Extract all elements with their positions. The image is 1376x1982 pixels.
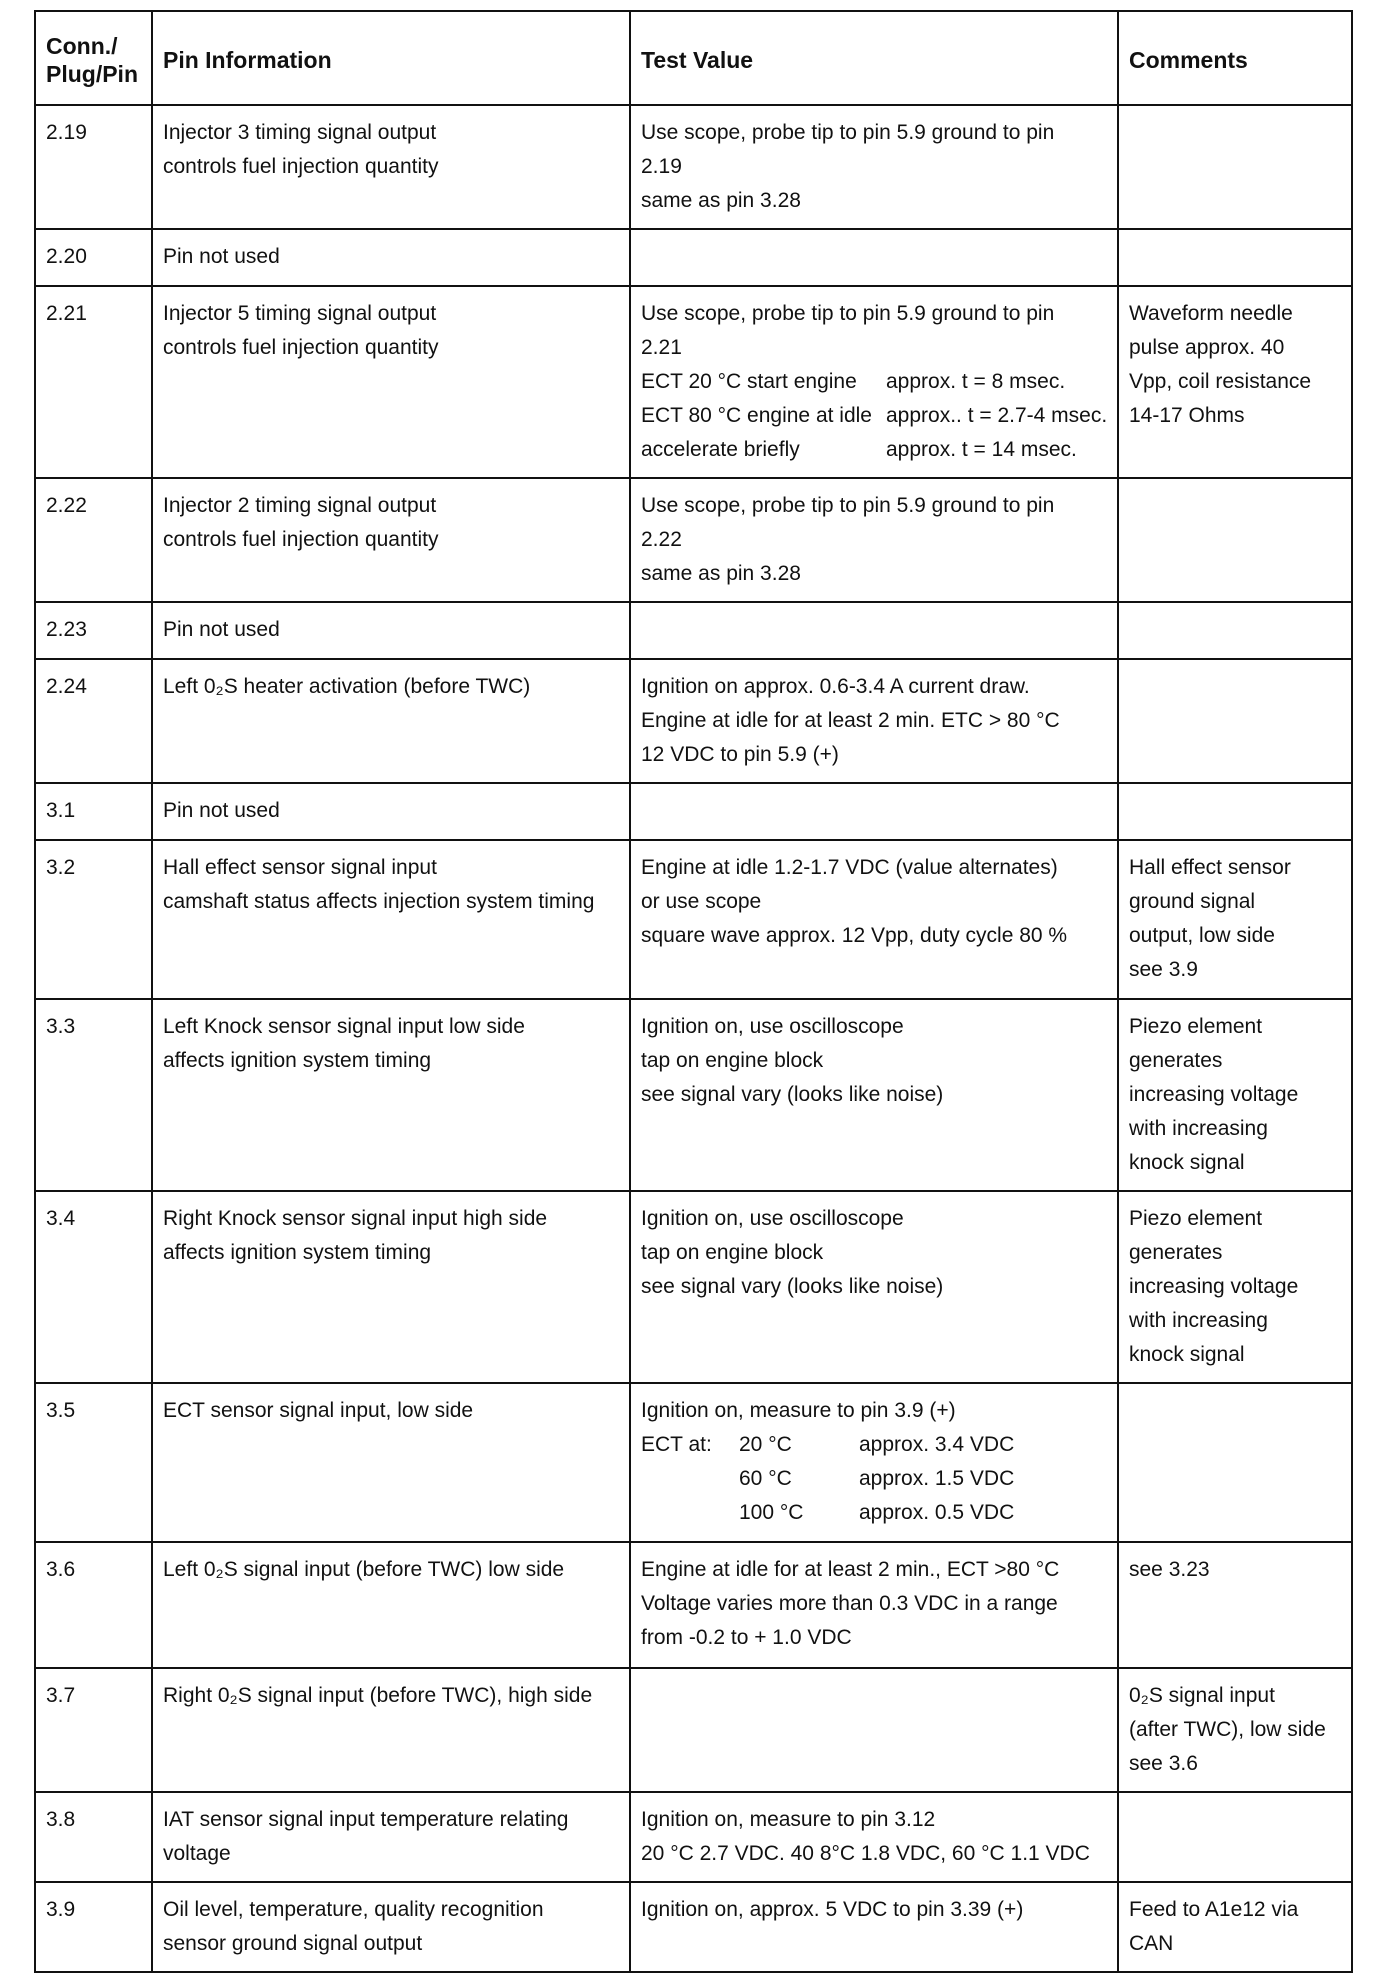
test-value-cell [630,602,1118,659]
test-value-cell [630,1792,1118,1882]
table-row [35,478,1352,602]
test-value-line: Use scope, probe tip to pin 5.9 ground to pin [641,302,1055,325]
table-row [35,783,1352,840]
comment-line: Vpp, coil resistance [1129,370,1312,393]
pin-number: 2.22 [46,494,87,517]
comments-cell [1118,602,1352,659]
comments-cell [1118,659,1352,783]
pin-number-cell [35,1792,152,1882]
test-condition: accelerate briefly [641,438,800,461]
comments-cell [1118,105,1352,229]
pin-information-cell [152,1882,630,1972]
comment-line: generates [1129,1049,1223,1072]
pin-number-cell [35,840,152,999]
test-condition-value: approx. t = 8 msec. [886,370,1066,393]
test-condition-row [641,365,1107,399]
pin-number-cell [35,1882,152,1972]
comment-line: increasing voltage [1129,1275,1299,1298]
pin-information-line: voltage [163,1842,231,1865]
comment-line: with increasing [1129,1117,1268,1140]
ect-temperature-row [641,1496,1107,1530]
comments-cell [1118,1882,1352,1972]
pin-information-line: sensor ground signal output [163,1932,423,1955]
comment-line: Piezo element [1129,1207,1263,1230]
test-value-line: Engine at idle for at least 2 min., ECT >80 °C [641,1558,1060,1581]
pin-number-cell [35,105,152,229]
table-row [35,229,1352,286]
comment-line: Waveform needle [1129,302,1293,325]
pin-information-line: camshaft status affects injection system timing [163,890,595,913]
comments-cell [1118,478,1352,602]
comments-cell [1118,1191,1352,1383]
test-value-line: same as pin 3.28 [641,562,801,585]
test-value-line: 2.19 [641,155,682,178]
test-value-line: or use scope [641,890,762,913]
table-row [35,1191,1352,1383]
ect-temperature: 100 °C [739,1501,804,1524]
pin-number: 3.2 [46,856,76,879]
comment-line: Feed to A1e12 via [1129,1898,1299,1921]
comments-cell [1118,1792,1352,1882]
pin-number: 3.1 [46,799,76,822]
test-value-line: 12 VDC to pin 5.9 (+) [641,743,839,766]
pin-number: 3.4 [46,1207,76,1230]
pin-information-cell [152,659,630,783]
pin-information-cell [152,783,630,840]
comments-cell [1118,229,1352,286]
test-value-cell [630,783,1118,840]
pin-information-line: IAT sensor signal input temperature relating [163,1808,569,1831]
test-value-cell [630,286,1118,478]
pin-information-line: Pin not used [163,245,280,268]
pin-information-line: ECT sensor signal input, low side [163,1399,474,1422]
pin-information-line: Right Knock sensor signal input high side [163,1207,548,1230]
ect-temperature: 20 °C [739,1433,792,1456]
pin-number: 3.3 [46,1015,76,1038]
pin-number: 3.5 [46,1399,76,1422]
test-value-line: tap on engine block [641,1049,824,1072]
pin-information-line: controls fuel injection quantity [163,528,439,551]
test-condition-value: approx.. t = 2.7-4 msec. [886,404,1108,427]
test-value-line: Voltage varies more than 0.3 VDC in a range [641,1592,1058,1615]
pin-information-line: controls fuel injection quantity [163,155,439,178]
table-row [35,840,1352,999]
table-row [35,1882,1352,1972]
pin-number: 2.21 [46,302,87,325]
comment-line: CAN [1129,1932,1174,1955]
comment-line: see 3.9 [1129,958,1198,981]
test-condition-row [641,399,1107,433]
pin-number-cell [35,1191,152,1383]
table-row [35,999,1352,1191]
table-row [35,1383,1352,1542]
test-value-line: 2.22 [641,528,682,551]
table-row [35,1668,1352,1792]
pin-information-line: Oil level, temperature, quality recognition [163,1898,544,1921]
test-condition-row [641,433,1107,467]
test-value-line: Ignition on, measure to pin 3.9 (+) [641,1399,956,1422]
comment-line: pulse approx. 40 [1129,336,1285,359]
comments-cell [1118,286,1352,478]
test-value-line: 20 °C 2.7 VDC. 40 8°C 1.8 VDC, 60 °C 1.1 VDC [641,1842,1090,1865]
pin-number-cell [35,1542,152,1668]
ect-voltage: approx. 0.5 VDC [859,1501,1015,1524]
pin-number: 3.6 [46,1558,76,1581]
test-value-line: Ignition on approx. 0.6-3.4 A current draw. [641,675,1030,698]
test-value-line: from -0.2 to + 1.0 VDC [641,1626,852,1649]
table-header-row [35,11,1352,105]
comment-line: see 3.6 [1129,1752,1198,1775]
test-value-line: Engine at idle for at least 2 min. ETC > 80 °C [641,709,1060,732]
pin-number: 2.20 [46,245,87,268]
pin-information-line: Pin not used [163,799,280,822]
pin-information-cell [152,1668,630,1792]
pin-information-line: Injector 3 timing signal output [163,121,437,144]
pin-information-cell [152,602,630,659]
test-condition: ECT 20 °C start engine [641,370,857,393]
test-value-line: square wave approx. 12 Vpp, duty cycle 80 % [641,924,1068,947]
pin-information-cell [152,999,630,1191]
test-value-cell [630,1542,1118,1668]
test-value-cell [630,1668,1118,1792]
pin-information-cell [152,478,630,602]
test-value-cell [630,1191,1118,1383]
pin-number-cell [35,1383,152,1542]
test-value-cell [630,999,1118,1191]
test-value-cell [630,229,1118,286]
pin-information-line: Pin not used [163,618,280,641]
table-row [35,105,1352,229]
comment-line: (after TWC), low side [1129,1718,1326,1741]
pin-information-line: Right 0₂S signal input (before TWC), high side [163,1684,593,1707]
test-value-line: same as pin 3.28 [641,189,801,212]
comment-line: Hall effect sensor [1129,856,1291,879]
pin-information-line: Hall effect sensor signal input [163,856,437,879]
pin-number: 3.9 [46,1898,76,1921]
comment-line: output, low side [1129,924,1275,947]
pin-information-line: Left 0₂S heater activation (before TWC) [163,675,531,698]
pin-number: 2.23 [46,618,87,641]
ect-label: ECT at: [641,1433,712,1456]
ect-temperature-row [641,1462,1107,1496]
comments-cell [1118,1668,1352,1792]
table-row [35,659,1352,783]
table-row [35,286,1352,478]
comments-cell [1118,1383,1352,1542]
test-value-cell [630,659,1118,783]
test-value-cell [630,1383,1118,1542]
pin-number-cell [35,229,152,286]
comment-line: 0₂S signal input [1129,1684,1275,1707]
test-value-cell [630,840,1118,999]
test-value-cell [630,105,1118,229]
test-value-line: Ignition on, use oscilloscope [641,1015,904,1038]
test-value-line: Ignition on, measure to pin 3.12 [641,1808,936,1831]
pin-number: 2.24 [46,675,87,698]
test-value-line: Use scope, probe tip to pin 5.9 ground to pin [641,121,1055,144]
pin-information-line: Injector 5 timing signal output [163,302,437,325]
comment-line: generates [1129,1241,1223,1264]
pin-information-cell [152,840,630,999]
comment-line: increasing voltage [1129,1083,1299,1106]
test-condition-value: approx. t = 14 msec. [886,438,1077,461]
pin-test-table [34,10,1353,1973]
header-test-value: Test Value [630,11,1118,105]
pin-information-cell [152,1542,630,1668]
test-value-line: Engine at idle 1.2-1.7 VDC (value alternates) [641,856,1058,879]
pin-number-cell [35,783,152,840]
header-comments: Comments [1118,11,1352,105]
comment-line: knock signal [1129,1151,1245,1174]
table-row [35,1792,1352,1882]
pin-number-cell [35,659,152,783]
pin-number: 3.7 [46,1684,76,1707]
test-value-line: 2.21 [641,336,682,359]
pin-number-cell [35,1668,152,1792]
pin-information-cell [152,1792,630,1882]
test-value-line: Ignition on, approx. 5 VDC to pin 3.39 (+) [641,1898,1024,1921]
ect-voltage: approx. 1.5 VDC [859,1467,1015,1490]
header-pin-information: Pin Information [152,11,630,105]
comments-cell [1118,1542,1352,1668]
pin-information-line: Injector 2 timing signal output [163,494,437,517]
pin-information-line: controls fuel injection quantity [163,336,439,359]
comments-cell [1118,783,1352,840]
test-value-line: see signal vary (looks like noise) [641,1275,944,1298]
test-condition: ECT 80 °C engine at idle [641,404,872,427]
ect-voltage: approx. 3.4 VDC [859,1433,1015,1456]
pin-information-cell [152,1383,630,1542]
pin-number-cell [35,478,152,602]
comment-line: see 3.23 [1129,1558,1210,1581]
test-value-line: Ignition on, use oscilloscope [641,1207,904,1230]
header-conn-plug-pin: Conn./ Plug/Pin [35,11,152,105]
comment-line: ground signal [1129,890,1256,913]
pin-information-cell [152,229,630,286]
pin-number-cell [35,602,152,659]
comments-cell [1118,999,1352,1191]
comments-cell [1118,840,1352,999]
pin-number: 2.19 [46,121,87,144]
comment-line: Piezo element [1129,1015,1263,1038]
table-row [35,1542,1352,1668]
test-value-cell [630,1882,1118,1972]
test-value-line: Use scope, probe tip to pin 5.9 ground to pin [641,494,1055,517]
pin-number-cell [35,999,152,1191]
pin-information-cell [152,1191,630,1383]
pin-information-line: Left Knock sensor signal input low side [163,1015,525,1038]
pin-information-line: affects ignition system timing [163,1241,432,1264]
pin-information-cell [152,286,630,478]
pin-number-cell [35,286,152,478]
test-value-line: see signal vary (looks like noise) [641,1083,944,1106]
comment-line: knock signal [1129,1343,1245,1366]
ect-temperature: 60 °C [739,1467,792,1490]
table-row [35,602,1352,659]
ect-temperature-row [641,1428,1107,1462]
pin-number: 3.8 [46,1808,76,1831]
test-value-cell [630,478,1118,602]
test-value-line: tap on engine block [641,1241,824,1264]
pin-information-line: affects ignition system timing [163,1049,432,1072]
comment-line: with increasing [1129,1309,1268,1332]
pin-information-cell [152,105,630,229]
pin-information-line: Left 0₂S signal input (before TWC) low side [163,1558,565,1581]
comment-line: 14-17 Ohms [1129,404,1245,427]
